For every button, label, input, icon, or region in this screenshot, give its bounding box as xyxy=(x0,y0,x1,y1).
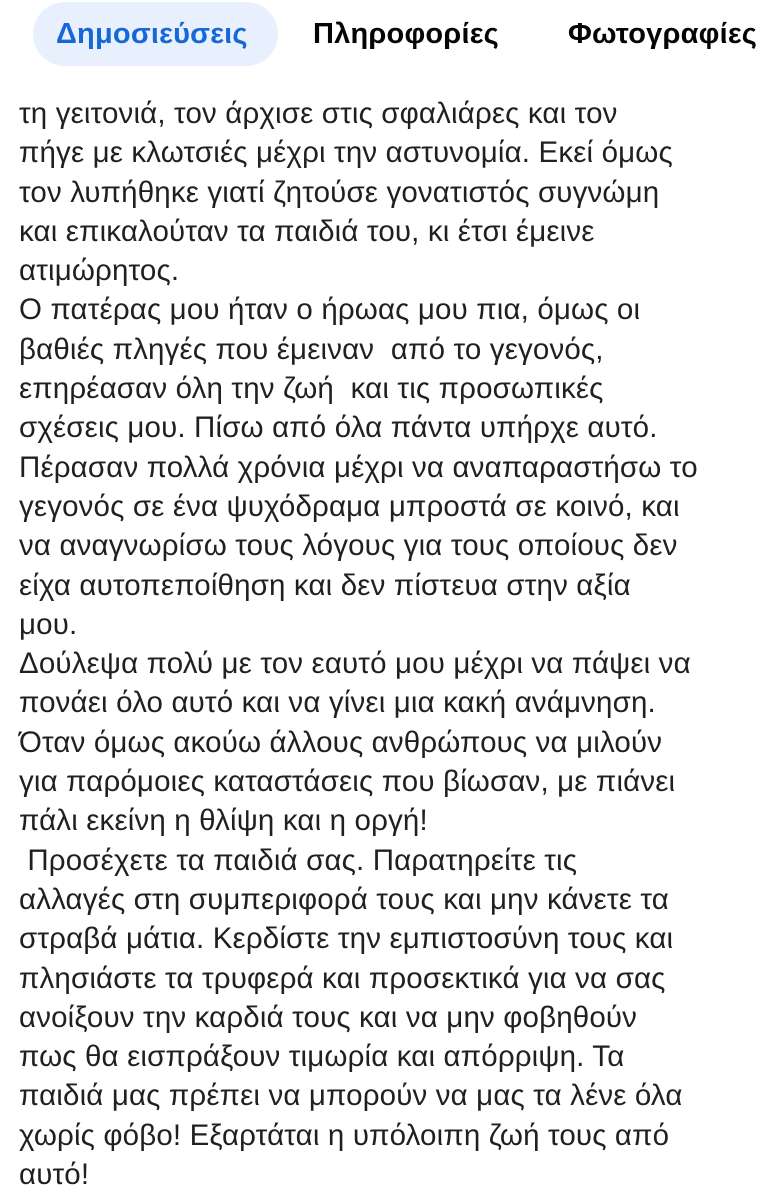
post-text-line: μου. xyxy=(19,607,78,641)
post-text-line: αυτό! xyxy=(19,1158,90,1192)
post-text-line: πάλι εκείνη η θλίψη και η οργή! xyxy=(19,804,428,838)
post-text-line: επηρέασαν όλη την ζωή και τις προσωπικές xyxy=(19,372,604,406)
post-text-line: ατιμώρητος. xyxy=(19,254,180,288)
tab-posts[interactable]: Δημοσιεύσεις xyxy=(33,2,278,66)
post-text-line: να αναγνωρίσω τους λόγους για τους οποίους δεν xyxy=(19,529,678,563)
post-text-line: γεγονός σε ένα ψυχόδραμα μπροστά σε κοινό, και xyxy=(19,489,680,523)
post-text-line: ανοίξουν την καρδιά τους και να μην φοβηθούν xyxy=(19,1000,638,1034)
post-text-line: τη γειτονιά, τον άρχισε στις σφαλιάρες και τον xyxy=(19,97,618,130)
post-text-line: Δούλεψα πολύ με τον εαυτό μου μέχρι να πάψει να xyxy=(19,647,691,681)
tab-about[interactable]: Πληροφορίες xyxy=(313,18,499,50)
post-text-line: πονάει όλο αυτό και να γίνει μια κακή ανάμνηση. xyxy=(19,686,656,720)
post-text-line: πως θα εισπράξουν τιμωρία και απόρριψη. Τα xyxy=(19,1040,625,1074)
post-text-line: σχέσεις μου. Πίσω από όλα πάντα υπήρχε αυτό. xyxy=(19,411,658,445)
post-text-line: τον λυπήθηκε γιατί ζητούσε γονατιστός συγνώμη xyxy=(19,175,660,209)
post-text-line: και επικαλούταν τα παιδιά του, κι έτσι έμεινε xyxy=(19,214,595,248)
post-text-line: είχα αυτοπεποίθηση και δεν πίστευα στην αξία xyxy=(19,568,631,602)
post-text-line: Ο πατέρας μου ήταν ο ήρωας μου πια, όμως οι xyxy=(19,293,641,327)
post-text-line: πλησιάστε τα τρυφερά και προσεκτικά για να σας xyxy=(19,961,666,995)
tab-photos[interactable]: Φωτογραφίες xyxy=(568,18,757,50)
post-text xyxy=(19,94,738,1194)
post-text-line: παιδιά μας πρέπει να μπορούν να μας τα λένε όλα xyxy=(19,1079,683,1113)
post-text-line: στραβά μάτια. Κερδίστε την εμπιστοσύνη τους και xyxy=(19,922,674,956)
post-text-line: για παρόμοιες καταστάσεις που βίωσαν, με πιάνει xyxy=(19,765,676,799)
post-text-line: αλλαγές στη συμπεριφορά τους και μην κάνετε τα xyxy=(19,882,669,916)
post-text-line: Όταν όμως ακούω άλλους ανθρώπους να μιλούν xyxy=(19,725,663,759)
post-text-line: Πέρασαν πολλά χρόνια μέχρι να αναπαραστήσω το xyxy=(19,450,698,484)
post-text-line: Προσέχετε τα παιδιά σας. Παρατηρείτε τις xyxy=(19,843,578,877)
post-text-line: πήγε με κλωτσιές μέχρι την αστυνομία. Εκεί όμως xyxy=(19,136,673,170)
post-text-line: βαθιές πληγές που έμειναν από το γεγονός, xyxy=(19,332,604,366)
post-text-line: χωρίς φόβο! Εξαρτάται η υπόλοιπη ζωή τους από xyxy=(19,1118,670,1152)
profile-tab-bar xyxy=(0,0,757,80)
